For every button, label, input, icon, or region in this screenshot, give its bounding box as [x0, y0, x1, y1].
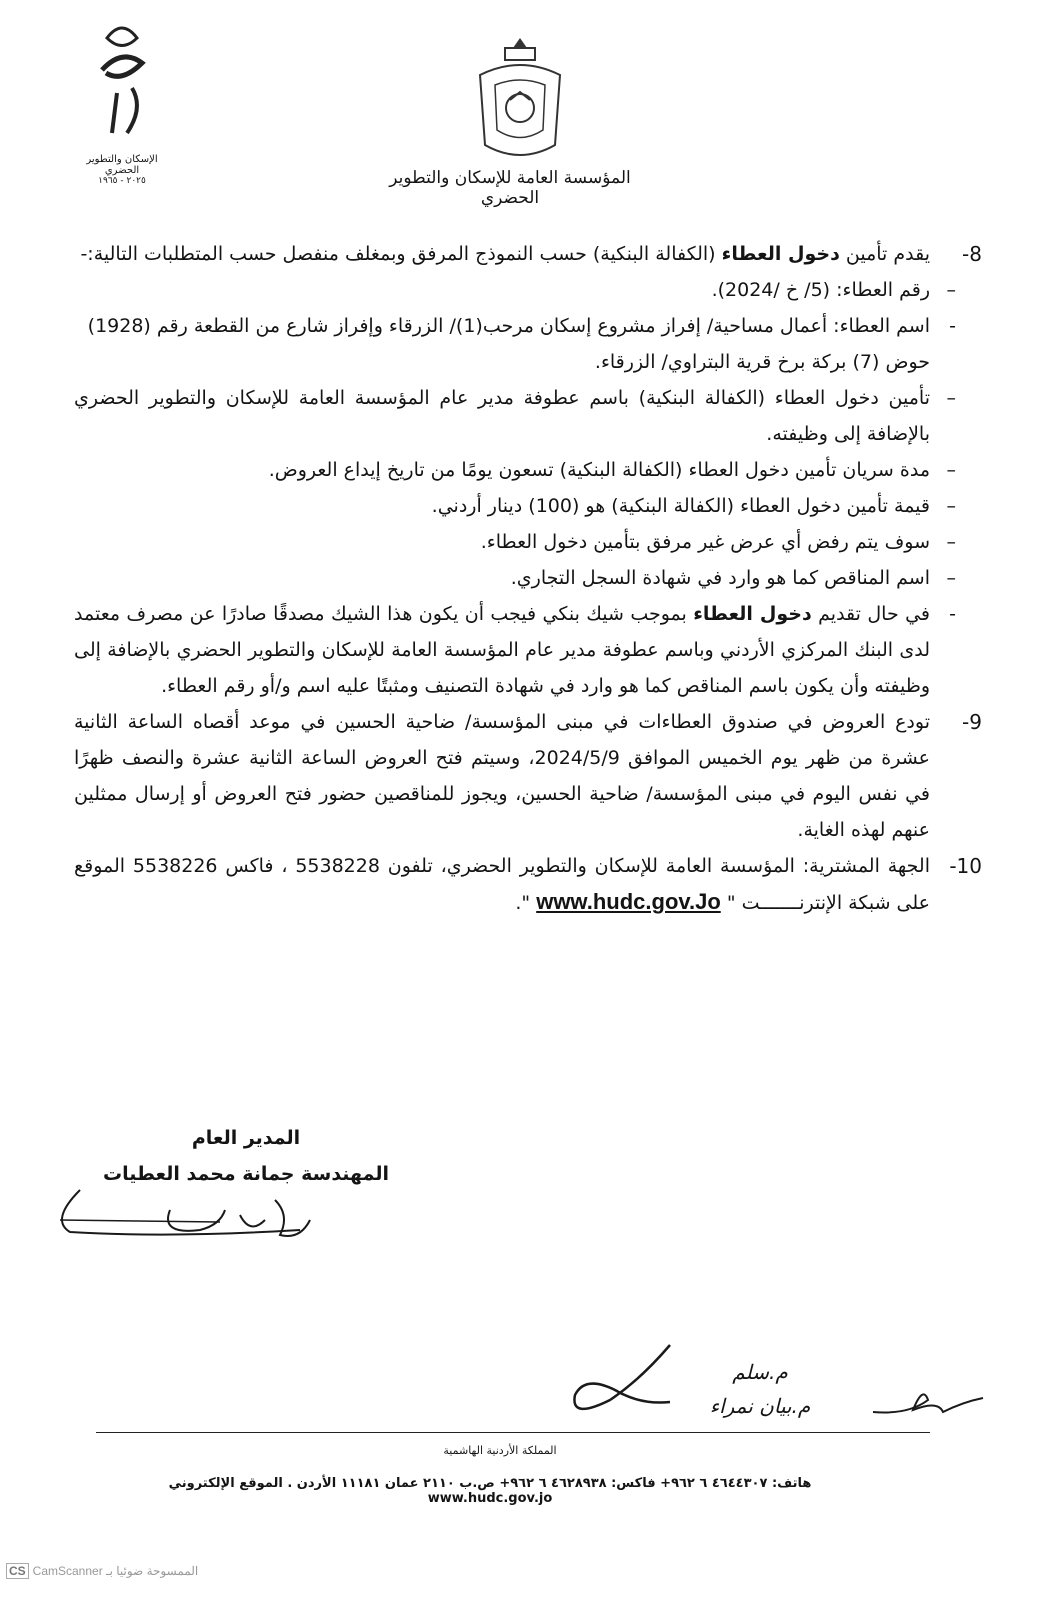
- handwritten-initials: م.سلم م.بيان نمراء: [709, 1360, 811, 1418]
- item-9: -9 تودع العروض في صندوق العطاءات في مبنى المؤسسة/ ضاحية الحسين في موعد أقصاه الساعة الثانية عشرة من ظهر يوم الخميس الموافق 2024/5/9، وسيتم فتح العروض الساعة الثانية عشرة والنصف ظهرًا في نفس اليوم في مبنى المؤسسة/ ضاحية الحسين، ويجوز للمناقصين حضور فتح العروض أو إرسال ممثلين عنهم لهذه الغاية.: [74, 704, 930, 848]
- footer-divider: [96, 1432, 930, 1433]
- item-number: -9: [962, 710, 982, 734]
- bullet: - اسم العطاء: أعمال مساحية/ إفراز مشروع إسكان مرحب(1)/ الزرقاء وإفراز شارع من القطعة رقم (1928) حوض (7) بركة برخ قرية البتراوي/ الزرقاء.: [87, 315, 956, 373]
- website-link[interactable]: www.hudc.gov.Jo: [536, 889, 721, 914]
- bullet-cheque: - في حال تقديم دخول العطاء بموجب شيك بنكي فيجب أن يكون هذا الشيك مصدقًا صادرًا عن مصرف معتمد لدى البنك المركزي الأردني وباسم عطوفة مدير عام المؤسسة العامة للإسكان والتطوير الحضري بالإضافة إلى وظيفته وأن يكون باسم المناقص كما هو وارد في شهادة التصنيف ومثبتًا عليه اسم و/أو رقم العطاء.: [74, 603, 956, 697]
- jordan-emblem: [465, 30, 575, 175]
- institution-logo: [72, 8, 172, 188]
- bullet: – سوف يتم رفض أي عرض غير مرفق بتأمين دخول العطاء.: [480, 531, 956, 553]
- bullet: – رقم العطاء: (5/ خ /2024).: [711, 279, 956, 301]
- bullet: – مدة سريان تأمين دخول العطاء (الكفالة البنكية) تسعون يومًا من تاريخ إيداع العروض.: [268, 459, 956, 481]
- organization-name: المؤسسة العامة للإسكان والتطوير الحضري: [389, 168, 631, 208]
- logo-text: الإسكان والتطوير الحضري: [86, 154, 158, 176]
- handwritten-signature: [50, 1180, 330, 1260]
- handwritten-signature-2: [560, 1340, 690, 1430]
- logo-years: ٢٠٢٥ - ١٩٦٥: [98, 176, 146, 186]
- item-number: -8: [962, 242, 982, 266]
- signatory-title: المدير العام: [191, 1127, 301, 1149]
- handwritten-signature-3: [868, 1380, 988, 1430]
- footer-contact: هاتف: ٤٦٤٤٣٠٧ ٦ ٩٦٢+ فاكس: ٤٦٢٨٩٣٨ ٦ ٩٦٢+ ص.ب ٢١١٠ عمان ١١١٨١ الأردن . الموقع الإلكتروني www.hudc.gov.jo: [168, 1476, 812, 1506]
- bullet: – اسم المناقص كما هو وارد في شهادة السجل التجاري.: [510, 567, 956, 589]
- document-body: [74, 236, 982, 921]
- bullet: – تأمين دخول العطاء (الكفالة البنكية) باسم عطوفة مدير عام المؤسسة العامة للإسكان والتطوير الحضري بالإضافة إلى وظيفته.: [74, 387, 956, 445]
- signatory-name: المهندسة جمانة محمد العطيات: [103, 1163, 389, 1185]
- bullet: – قيمة تأمين دخول العطاء (الكفالة البنكية) هو (100) دينار أردني.: [431, 495, 956, 517]
- footer-country: المملكة الأردنية الهاشمية: [443, 1444, 557, 1457]
- item-10: -10 الجهة المشترية: المؤسسة العامة للإسكان والتطوير الحضري، تلفون 5538228 ، فاكس 5538226 الموقع على شبكة الإنترنـــــــت " www.hudc.gov.Jo ".: [74, 848, 930, 921]
- item-8-intro: يقدم تأمين دخول العطاء (الكفالة البنكية) حسب النموذج المرفق وبمغلف منفصل حسب المتطلبات التالية:-: [80, 243, 930, 265]
- item-number: -10: [949, 854, 982, 878]
- scanner-watermark: CS CamScanner الممسوحة ضوئيا بـ: [6, 1563, 198, 1579]
- camscanner-icon: CS: [6, 1563, 29, 1579]
- item-8: [74, 236, 982, 704]
